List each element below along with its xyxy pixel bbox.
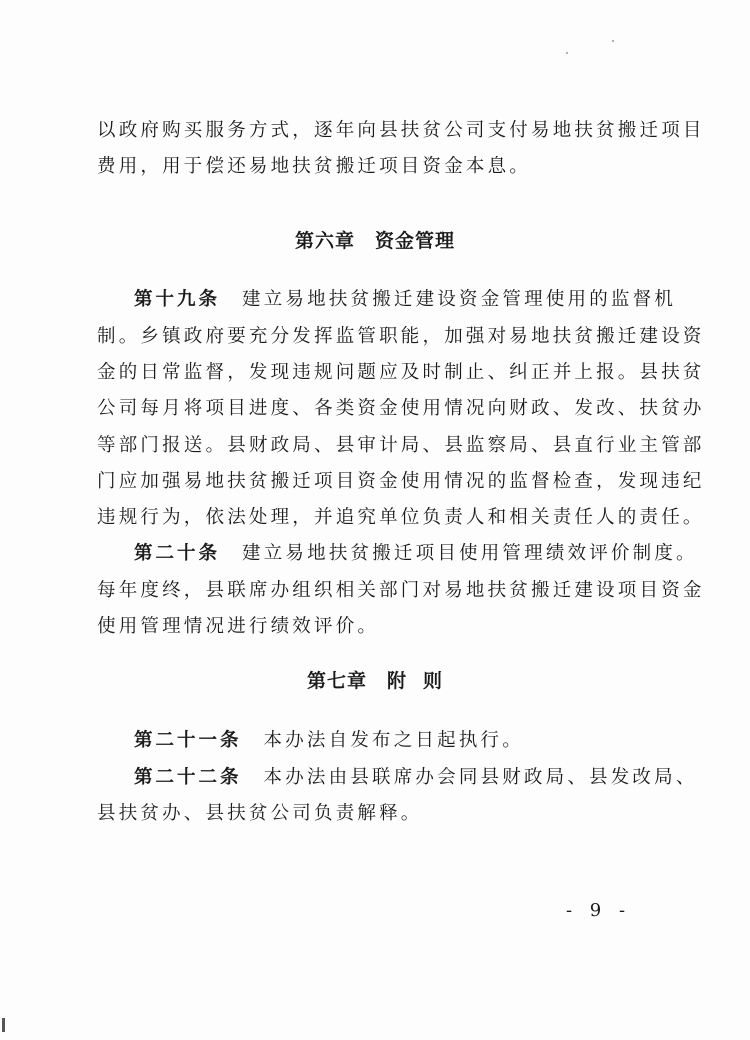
body-text-line: 制。乡镇政府要充分发挥监管职能，加强对易地扶贫搬迁建设资 [97, 326, 705, 347]
body-text-line: 县扶贫办、县扶贫公司负责解释。 [97, 803, 423, 824]
article-text: 本办法自发布之日起执行。 [263, 730, 524, 751]
article-text: 本办法由县联席办会同县财政局、县发改局、 [263, 767, 698, 788]
body-text-line: 金的日常监督，发现违规问题应及时制止、纠正并上报。县扶贫 [97, 362, 705, 383]
body-text-line: 等部门报送。县财政局、县审计局、县监察局、县直行业主管部 [97, 435, 705, 456]
body-text-line: 门应加强易地扶贫搬迁项目资金使用情况的监督检查，发现违纪 [97, 471, 705, 492]
body-text-line: 每年度终，县联席办组织相关部门对易地扶贫搬迁建设项目资金 [97, 580, 705, 601]
body-text-line: 费用，用于偿还易地扶贫搬迁项目资金本息。 [97, 156, 532, 177]
body-text-line: 违规行为，依法处理，并追究单位负责人和相关责任人的责任。 [97, 507, 705, 528]
article-label: 第二十一条 [134, 730, 242, 751]
chapter-number: 第六章 [294, 230, 355, 252]
chapter-title: 资金管理 [375, 230, 456, 252]
article-text: 建立易地扶贫搬迁建设资金管理使用的监督机 [242, 289, 677, 310]
chapter-number: 第七章 [306, 670, 367, 692]
body-text-line: 以政府购买服务方式，逐年向县扶贫公司支付易地扶贫搬迁项目 [97, 120, 705, 141]
article-label: 第二十二条 [134, 767, 242, 788]
article-22-line [134, 767, 698, 789]
body-text-line: 使用管理情况进行绩效评价。 [97, 616, 380, 637]
chapter-title-second-char: 则 [423, 670, 444, 692]
scan-speck [612, 40, 614, 42]
scan-speck [566, 52, 568, 54]
scan-edge-mark [2, 1018, 5, 1032]
article-21-line [134, 730, 524, 752]
article-label: 第十九条 [134, 289, 221, 310]
article-label: 第二十条 [134, 543, 221, 564]
page-number: - 9 - [566, 900, 632, 921]
chapter-title: 附 [386, 670, 407, 692]
chapter-heading [0, 670, 750, 692]
body-text-line: 公司每月将项目进度、各类资金使用情况向财政、发改、扶贫办 [97, 398, 705, 419]
chapter-heading [0, 230, 750, 252]
article-text: 建立易地扶贫搬迁项目使用管理绩效评价制度。 [242, 543, 698, 564]
article-20-line [134, 543, 698, 565]
article-19-line [134, 289, 676, 311]
